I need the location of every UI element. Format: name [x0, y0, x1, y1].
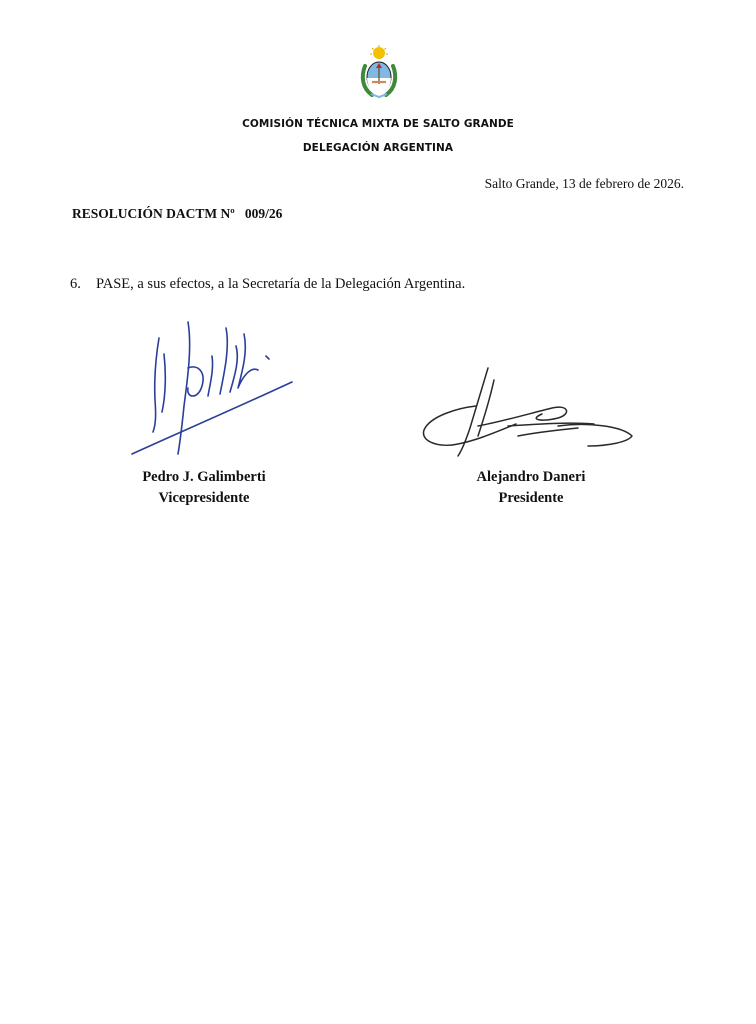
resolution-number: 009/26	[244, 206, 283, 221]
clause-number: 6.	[70, 276, 81, 292]
signer-right	[456, 467, 606, 509]
resolution-heading	[72, 206, 282, 222]
signer-left-title: Vicepresidente	[158, 490, 250, 506]
clause-item	[70, 276, 465, 293]
argentina-coat-of-arms-icon	[358, 44, 400, 100]
signer-right-name: Alejandro Daneri	[476, 469, 586, 485]
clause-text: PASE, a sus efectos, a la Secretaría de la Delegación Argentina.	[96, 276, 466, 292]
signature-right-image	[418, 366, 638, 466]
signer-right-title: Presidente	[498, 490, 564, 506]
organization-name: COMISIÓN TÉCNICA MIXTA DE SALTO GRANDE	[242, 118, 514, 130]
delegation-name: DELEGACIÓN ARGENTINA	[302, 142, 454, 154]
signer-left-name: Pedro J. Galimberti	[142, 469, 266, 485]
signer-left	[128, 467, 280, 509]
signature-left-image	[126, 316, 298, 462]
resolution-label: RESOLUCIÓN DACTM Nº	[72, 206, 235, 221]
place-date: Salto Grande, 13 de febrero de 2026.	[484, 176, 684, 191]
